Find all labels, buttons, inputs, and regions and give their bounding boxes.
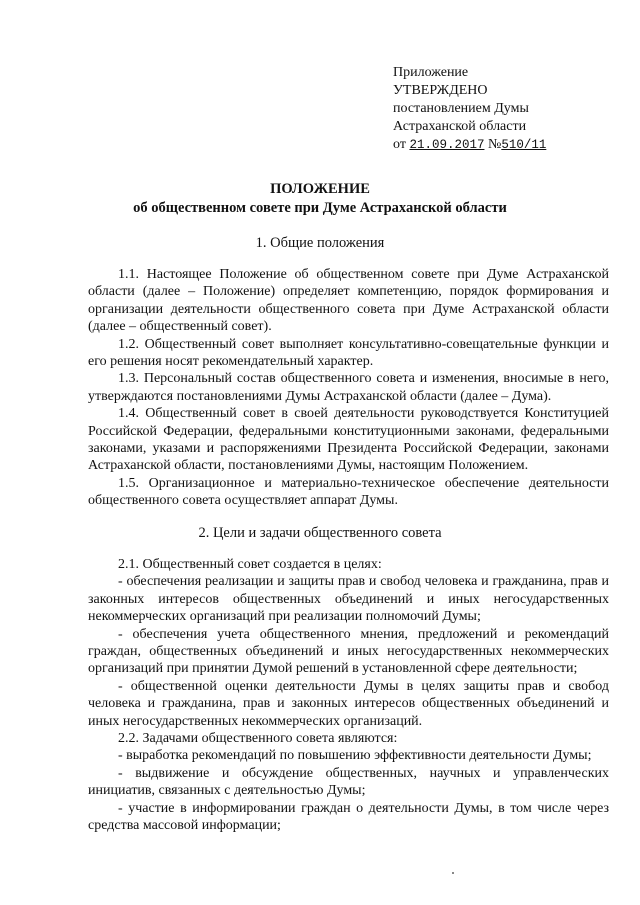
paragraph: 1.2. Общественный совет выполняет консультативно-совещательные функции и его решения носят рекомендательный характер. <box>88 336 609 370</box>
resolution-label: постановлением Думы <box>393 101 529 116</box>
resolution-number: 510/11 <box>501 138 547 152</box>
paragraph: - обеспечения учета общественного мнения, предложений и рекомендаций граждан, общественных объединений и иных негосударственных некоммерческих организаций при принятии Думой решений в установленной сфере деятельности; <box>88 626 609 677</box>
paragraph: 2.1. Общественный совет создается в целях: <box>118 557 382 572</box>
resolution-date: 21.09.2017 <box>409 138 485 152</box>
from-prefix: от <box>393 137 406 152</box>
paragraph: - общественной оценки деятельности Думы в целях защиты прав и свобод человека и гражданина, прав и законных интересов общественных объединений и иных негосударственных некоммерческих организаций. <box>88 678 609 729</box>
section-1-body <box>88 266 609 510</box>
appendix-label: Приложение <box>393 65 469 80</box>
number-sign: № <box>487 137 502 152</box>
approval-stamp <box>393 64 593 154</box>
document-title: ПОЛОЖЕНИЕ <box>270 181 370 197</box>
section-heading-1: 1. Общие положения <box>255 235 385 251</box>
document-subtitle: об общественном совете при Думе Астраханской области <box>133 200 507 216</box>
paragraph: 1.1. Настоящее Положение об общественном совете при Думе Астраханской области (далее – Положение) определяет компетенцию, порядок формирования и организации деятельности общественного совета при Думе Астраханской области (далее – общественный совет). <box>88 267 609 335</box>
paragraph: - выдвижение и обсуждение общественных, научных и управленческих инициатив, связанных с деятельностью Думы; <box>88 765 609 799</box>
resolution-date-line <box>393 136 593 154</box>
paragraph: - выработка рекомендаций по повышению эффективности деятельности Думы; <box>118 748 592 764</box>
section-2-body <box>88 556 609 835</box>
scan-speck <box>452 872 454 874</box>
paragraph: 1.4. Общественный совет в своей деятельности руководствуется Конституцией Российской Федерации, федеральными конституционными законами, федеральными законами, указами и распоряжениями Президента Российской Федерации, законами Астраханской области, постановлениями Думы, настоящим Положением. <box>88 406 609 474</box>
approved-label: УТВЕРЖДЕНО <box>393 83 488 98</box>
paragraph: 1.3. Персональный состав общественного совета и изменения, вносимые в него, утверждаются постановлениями Думы Астраханской области (далее – Дума). <box>88 371 609 404</box>
section-heading-2: 2. Цели и задачи общественного совета <box>198 525 442 541</box>
region-label: Астраханской области <box>393 119 527 134</box>
paragraph: 1.5. Организационное и материально-техническое обеспечение деятельности общественного совета осуществляет аппарат Думы. <box>88 475 609 509</box>
paragraph: - обеспечения реализации и защиты прав и свобод человека и гражданина, прав и законных интересов общественных объединений и иных негосударственных некоммерческих организаций при реализации полномочий Думы; <box>88 574 609 625</box>
paragraph: - участие в информировании граждан о деятельности Думы, в том числе через средства массовой информации; <box>88 800 609 834</box>
paragraph: 2.2. Задачами общественного совета являются: <box>118 731 398 747</box>
